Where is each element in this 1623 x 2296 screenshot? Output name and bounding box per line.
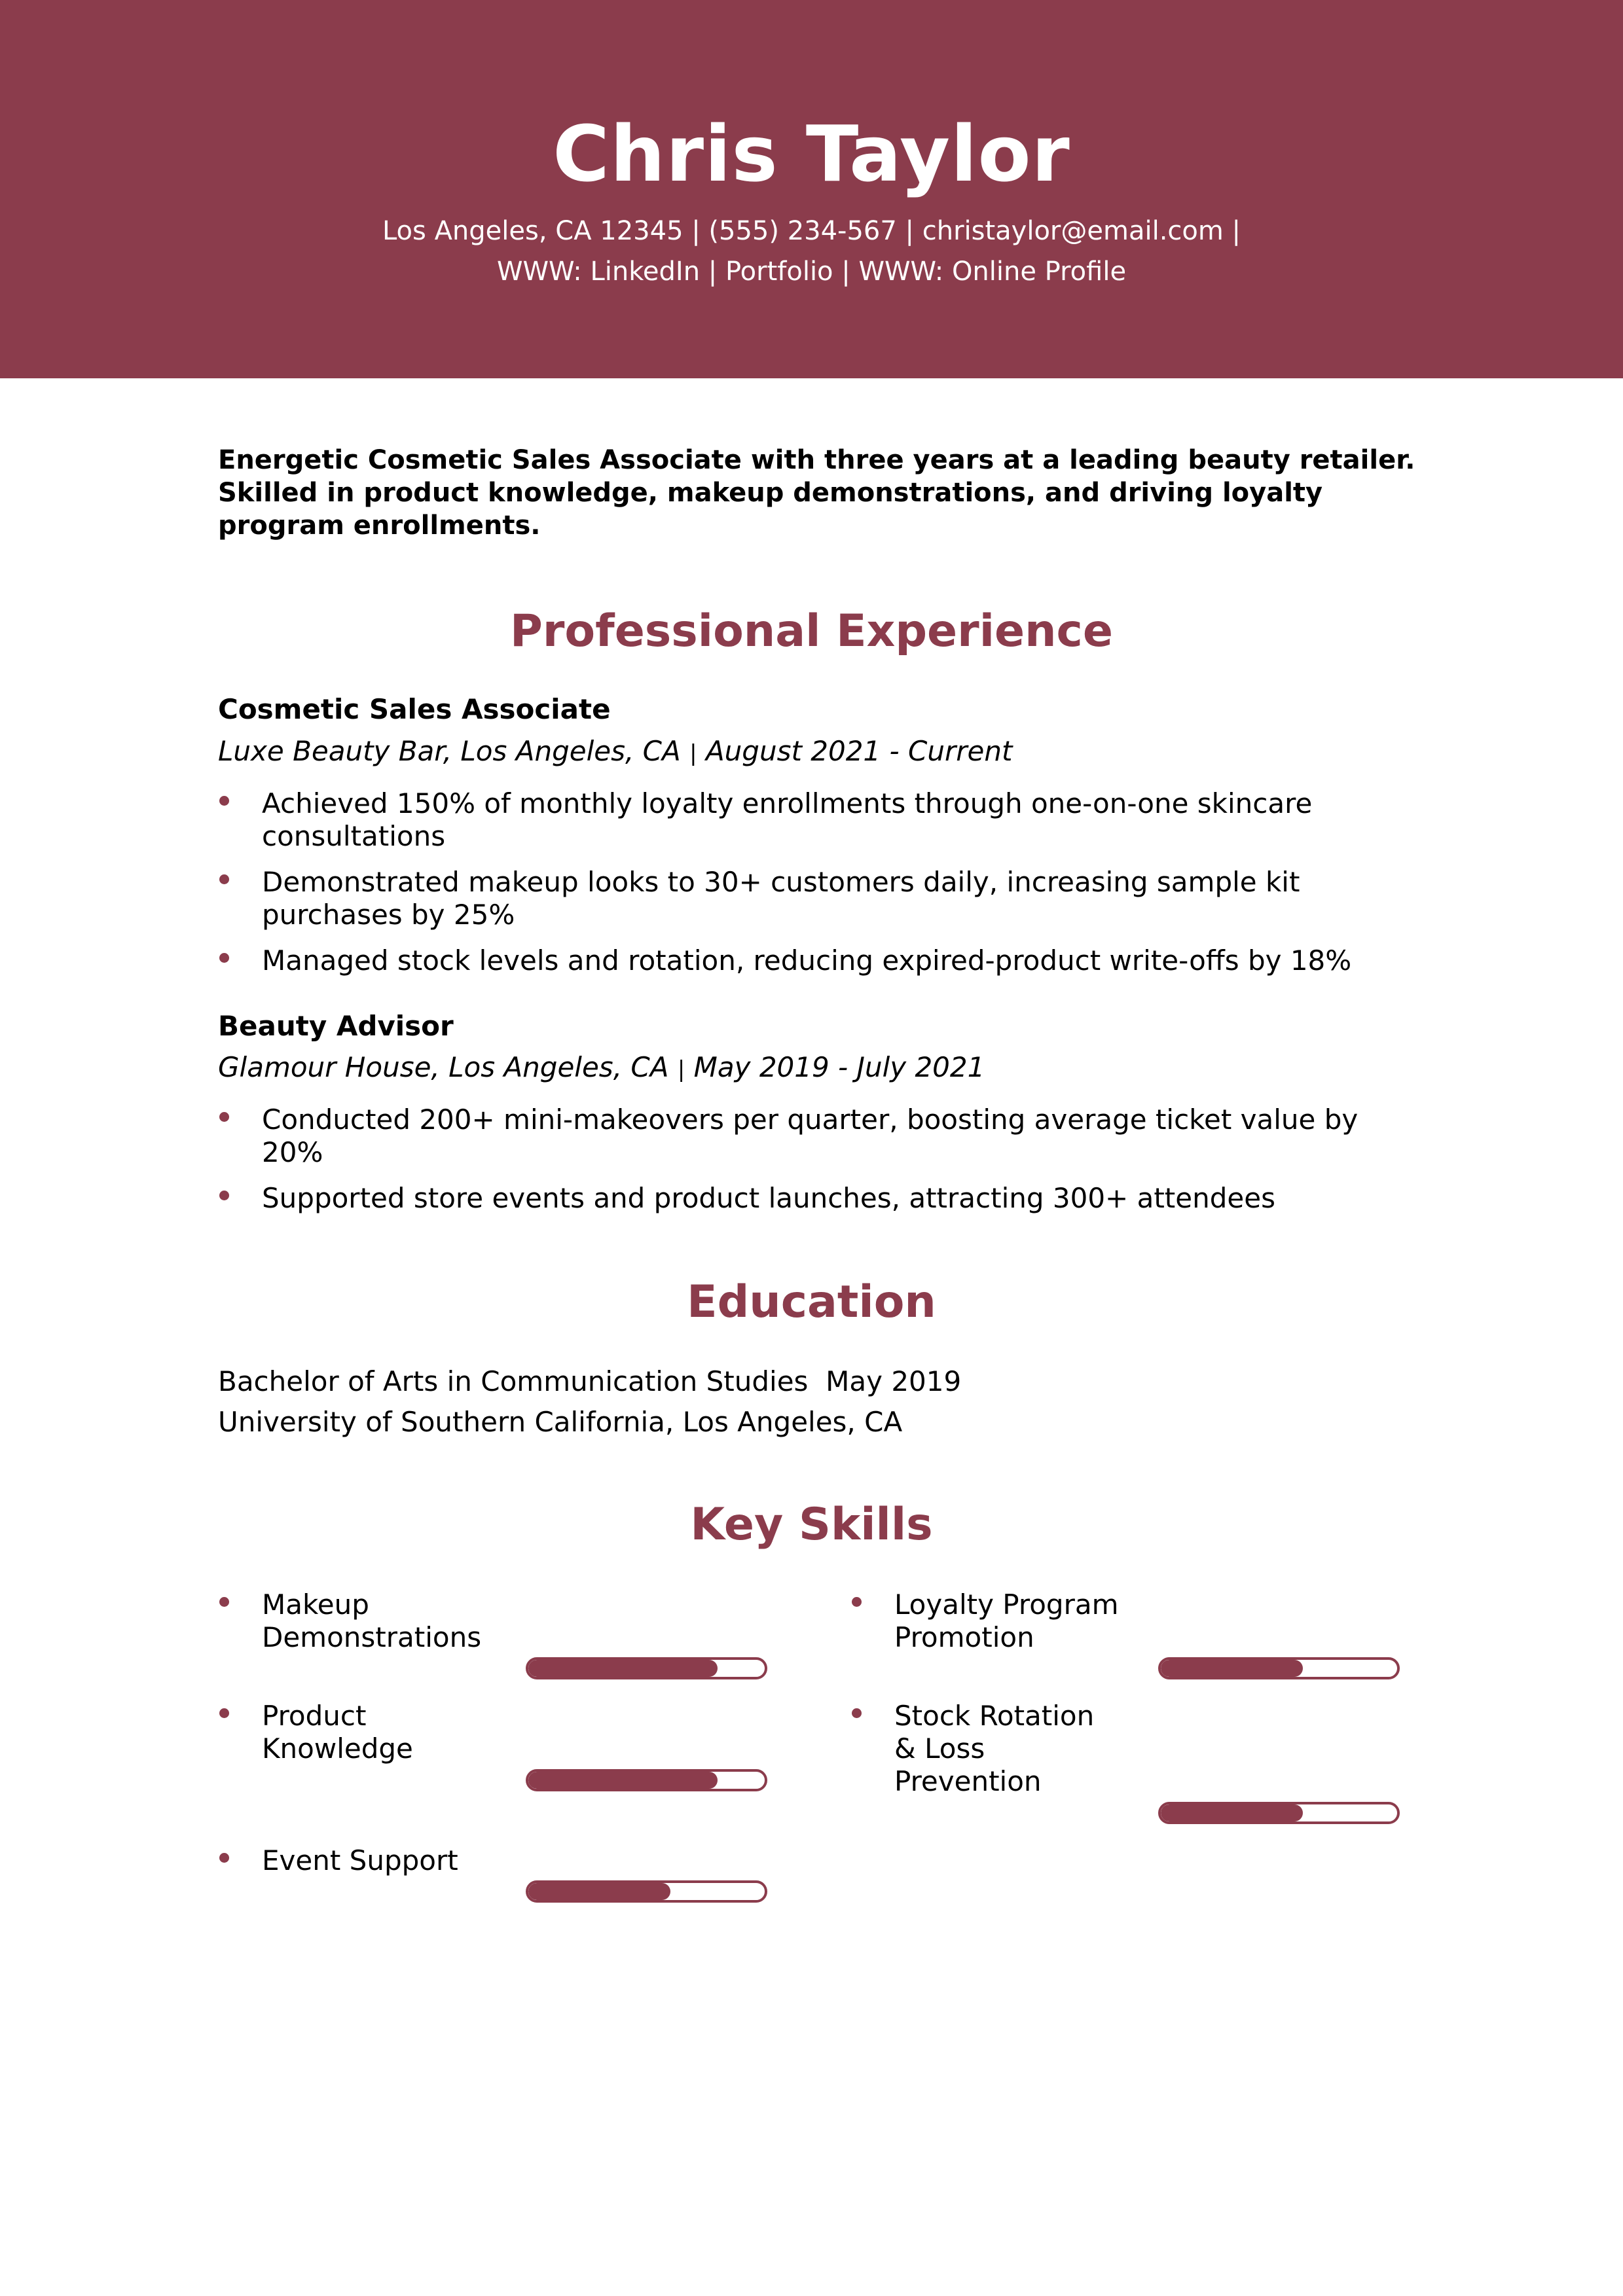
- bullet-item: [218, 866, 1383, 931]
- education-heading: Education: [687, 1276, 936, 1328]
- skill-level-fill: [528, 1883, 670, 1900]
- bullet-icon: [219, 874, 229, 884]
- bullet-item: [218, 787, 1383, 853]
- skill-label: Makeup Demonstrations: [262, 1588, 482, 1653]
- bullet-text: Demonstrated makeup looks to 30+ customers daily, increasing sample kit purchases by 25%: [262, 866, 1300, 931]
- graduation-date: May 2019: [826, 1365, 962, 1397]
- degree: Bachelor of Arts in Communication Studies: [218, 1365, 809, 1397]
- skill-level-bar: [1158, 1802, 1400, 1824]
- skill-level-fill: [528, 1660, 718, 1677]
- bullet-icon: [219, 1853, 229, 1863]
- bullet-item: [218, 1103, 1383, 1169]
- bullet-icon: [219, 1191, 229, 1200]
- skill-level-fill: [1161, 1804, 1303, 1821]
- experience-heading: Professional Experience: [510, 605, 1113, 657]
- contact-line-1: Los Angeles, CA 12345 | (555) 234-567 | christaylor@email.com |: [382, 216, 1241, 246]
- job-bullets: [218, 1103, 1383, 1228]
- bullet-text: Supported store events and product launches, attracting 300+ attendees: [262, 1182, 1275, 1214]
- school: University of Southern California, Los Angeles, CA: [218, 1406, 903, 1438]
- bullet-icon: [219, 953, 229, 963]
- skill-level-bar: [526, 1880, 767, 1903]
- skill-label: Event Support: [262, 1844, 458, 1876]
- job-meta: [218, 1049, 985, 1088]
- bullet-text: Conducted 200+ mini-makeovers per quarter, boosting average ticket value by 20%: [262, 1103, 1359, 1168]
- job-company: Glamour House, Los Angeles, CA: [218, 1051, 669, 1083]
- contact-line-2: WWW: LinkedIn | Portfolio | WWW: Online Profile: [496, 257, 1127, 287]
- skill-label: Stock Rotation & Loss Prevention: [894, 1700, 1095, 1797]
- job-company: Luxe Beauty Bar, Los Angeles, CA: [218, 735, 681, 767]
- job-bullets: [218, 787, 1383, 990]
- job-meta-separator: |: [677, 1056, 685, 1083]
- bullet-item: [218, 1182, 1383, 1215]
- skills-heading: Key Skills: [690, 1499, 933, 1551]
- job-title: Cosmetic Sales Associate: [218, 693, 611, 725]
- skill-level-bar: [526, 1657, 767, 1679]
- bullet-item: [218, 944, 1383, 977]
- skill-level-bar: [526, 1769, 767, 1791]
- skill-level-fill: [1161, 1660, 1303, 1677]
- education-degree-line: [218, 1361, 961, 1402]
- job-meta: [218, 733, 1012, 772]
- bullet-icon: [852, 1597, 862, 1607]
- job-meta-separator: |: [689, 740, 697, 766]
- bullet-text: Achieved 150% of monthly loyalty enrollments through one-on-one skincare consultations: [262, 787, 1313, 852]
- resume-header: [0, 0, 1623, 378]
- job-dates: May 2019 - July 2021: [693, 1051, 985, 1083]
- skill-level-fill: [528, 1772, 718, 1789]
- job-title: Beauty Advisor: [218, 1010, 454, 1042]
- contact-info: [0, 211, 1623, 292]
- bullet-text: Managed stock levels and rotation, reducing expired-product write-offs by 18%: [262, 944, 1352, 977]
- skill-level-bar: [1158, 1657, 1400, 1679]
- bullet-icon: [219, 796, 229, 806]
- skill-label: Loyalty Program Promotion: [894, 1588, 1119, 1653]
- bullet-icon: [852, 1708, 862, 1718]
- bullet-icon: [219, 1597, 229, 1607]
- professional-summary: Energetic Cosmetic Sales Associate with three years at a leading beauty retailer. Skilled in product knowledge, makeup demonstrations, and driving loyalty program enrollments.: [218, 445, 1415, 541]
- candidate-name: Chris Taylor: [553, 109, 1070, 199]
- bullet-icon: [219, 1708, 229, 1718]
- skill-label: Product Knowledge: [262, 1700, 413, 1765]
- job-dates: August 2021 - Current: [705, 735, 1013, 767]
- bullet-icon: [219, 1112, 229, 1122]
